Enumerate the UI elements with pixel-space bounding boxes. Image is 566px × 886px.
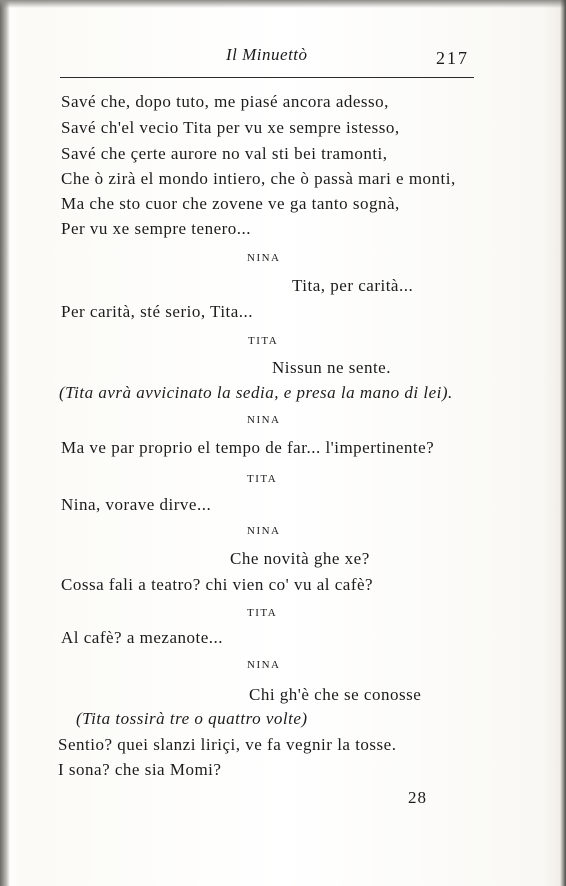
book-spine-shadow bbox=[0, 0, 10, 886]
verse-line: Che novità ghe xe? bbox=[230, 549, 370, 568]
verse-line: Che ò zirà el mondo intiero, che ò passà mari e monti, bbox=[61, 169, 456, 188]
signature-mark: 28 bbox=[408, 788, 427, 807]
verse-line: Al cafè? a mezanote... bbox=[61, 628, 224, 647]
stage-direction: (Tita tossirà tre o quattro volte) bbox=[76, 709, 308, 728]
verse-line: Tita, per carità... bbox=[292, 276, 414, 295]
verse-line: Nissun ne sente. bbox=[272, 358, 391, 377]
verse-line: Sentio? quei slanzi liriçi, ve fa vegnir la tosse. bbox=[58, 735, 397, 754]
speaker-label: TITA bbox=[247, 607, 278, 619]
verse-line: Cossa fali a teatro? chi vien co' vu al cafè? bbox=[61, 575, 374, 594]
header-rule bbox=[60, 77, 474, 78]
verse-line: Chi gh'è che se conosse bbox=[249, 685, 422, 704]
running-title: Il Minuettò bbox=[226, 45, 308, 64]
speaker-label: NINA bbox=[247, 252, 281, 264]
verse-line: Savé ch'el vecio Tita per vu xe sempre istesso, bbox=[61, 118, 400, 137]
right-edge-shadow bbox=[560, 0, 566, 886]
verse-line: I sona? che sia Momi? bbox=[58, 760, 222, 779]
speaker-label: NINA bbox=[247, 414, 281, 426]
verse-line: Savé che çerte aurore no val sti bei tramonti, bbox=[61, 144, 388, 163]
top-edge-shadow bbox=[0, 0, 566, 8]
verse-line: Ma ve par proprio el tempo de far... l'impertinente? bbox=[61, 438, 435, 457]
speaker-label: TITA bbox=[247, 473, 278, 485]
page-number: 217 bbox=[436, 48, 469, 68]
speaker-label: NINA bbox=[247, 525, 281, 537]
speaker-label: TITA bbox=[248, 335, 279, 347]
stage-direction: (Tita avrà avvicinato la sedia, e presa la mano di lei). bbox=[59, 383, 453, 402]
speaker-label: NINA bbox=[247, 659, 281, 671]
verse-line: Savé che, dopo tuto, me piasé ancora adesso, bbox=[61, 92, 389, 111]
verse-line: Per vu xe sempre tenero... bbox=[61, 219, 252, 238]
verse-line: Ma che sto cuor che zovene ve ga tanto sognà, bbox=[61, 194, 400, 213]
verse-line: Nina, vorave dirve... bbox=[61, 495, 212, 514]
verse-line: Per carità, sté serio, Tita... bbox=[61, 302, 254, 321]
